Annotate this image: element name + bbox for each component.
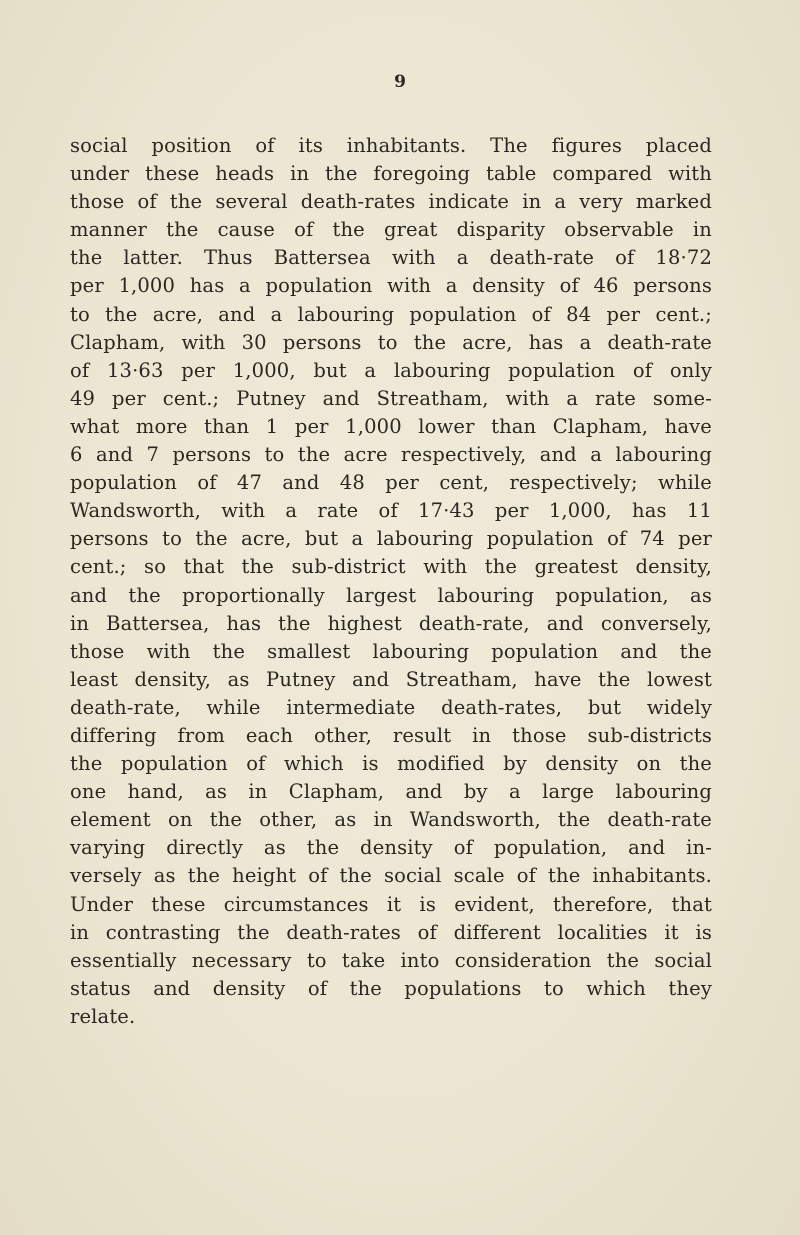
text-line-7: to the acre, and a labouring population of 84 per cent.; xyxy=(70,302,712,326)
text-line-4: manner the cause of the great disparity observable in xyxy=(70,218,712,242)
text-line-23: the population of which is modified by density on the xyxy=(70,752,712,776)
page-number: 9 xyxy=(394,72,406,92)
text-line-17: and the proportionally largest labouring population, as xyxy=(70,583,712,607)
text-line-24: one hand, as in Clapham, and by a large labouring xyxy=(70,780,712,804)
text-line-13: population of 47 and 48 per cent, respectively; while xyxy=(70,471,712,495)
text-line-14: Wandsworth, with a rate of 17·43 per 1,000, has 11 xyxy=(70,499,712,523)
text-line-30: essentially necessary to take into consideration the social xyxy=(70,948,712,972)
text-line-2: under these heads in the foregoing table compared with xyxy=(70,162,712,186)
text-line-6: per 1,000 has a population with a density of 46 persons xyxy=(70,274,712,298)
text-line-31: status and density of the populations to which they xyxy=(70,976,712,1000)
text-line-22: differing from each other, result in those sub-districts xyxy=(70,723,712,747)
text-line-25: element on the other, as in Wandsworth, the death-rate xyxy=(70,808,712,832)
text-line-12: 6 and 7 persons to the acre respectively, and a labouring xyxy=(70,443,712,467)
text-line-21: death-rate, while intermediate death-rates, but widely xyxy=(70,695,712,719)
body-paragraph xyxy=(70,132,712,1031)
text-line-19: those with the smallest labouring population and the xyxy=(70,639,712,663)
text-line-1: social position of its inhabitants. The figures placed xyxy=(70,134,712,157)
text-line-26: varying directly as the density of population, and in- xyxy=(70,836,712,860)
text-line-32: relate. xyxy=(70,1004,136,1028)
text-line-10: 49 per cent.; Putney and Streatham, with a rate some- xyxy=(70,386,712,410)
text-line-27: versely as the height of the social scale of the inhabitants. xyxy=(70,864,712,888)
text-line-18: in Battersea, has the highest death-rate, and conversely, xyxy=(70,611,712,635)
text-line-16: cent.; so that the sub-district with the greatest density, xyxy=(70,555,712,579)
text-line-28: Under these circumstances it is evident, therefore, that xyxy=(70,892,712,916)
text-line-20: least density, as Putney and Streatham, have the lowest xyxy=(70,667,712,691)
text-line-11: what more than 1 per 1,000 lower than Clapham, have xyxy=(70,414,712,438)
text-line-15: persons to the acre, but a labouring population of 74 per xyxy=(70,527,712,551)
text-line-5: the latter. Thus Battersea with a death-rate of 18·72 xyxy=(70,246,712,270)
text-line-3: those of the several death-rates indicate in a very marked xyxy=(70,190,712,214)
text-line-9: of 13·63 per 1,000, but a labouring population of only xyxy=(70,358,712,382)
text-line-8: Clapham, with 30 persons to the acre, has a death-rate xyxy=(70,330,712,354)
text-line-29: in contrasting the death-rates of different localities it is xyxy=(70,920,712,944)
